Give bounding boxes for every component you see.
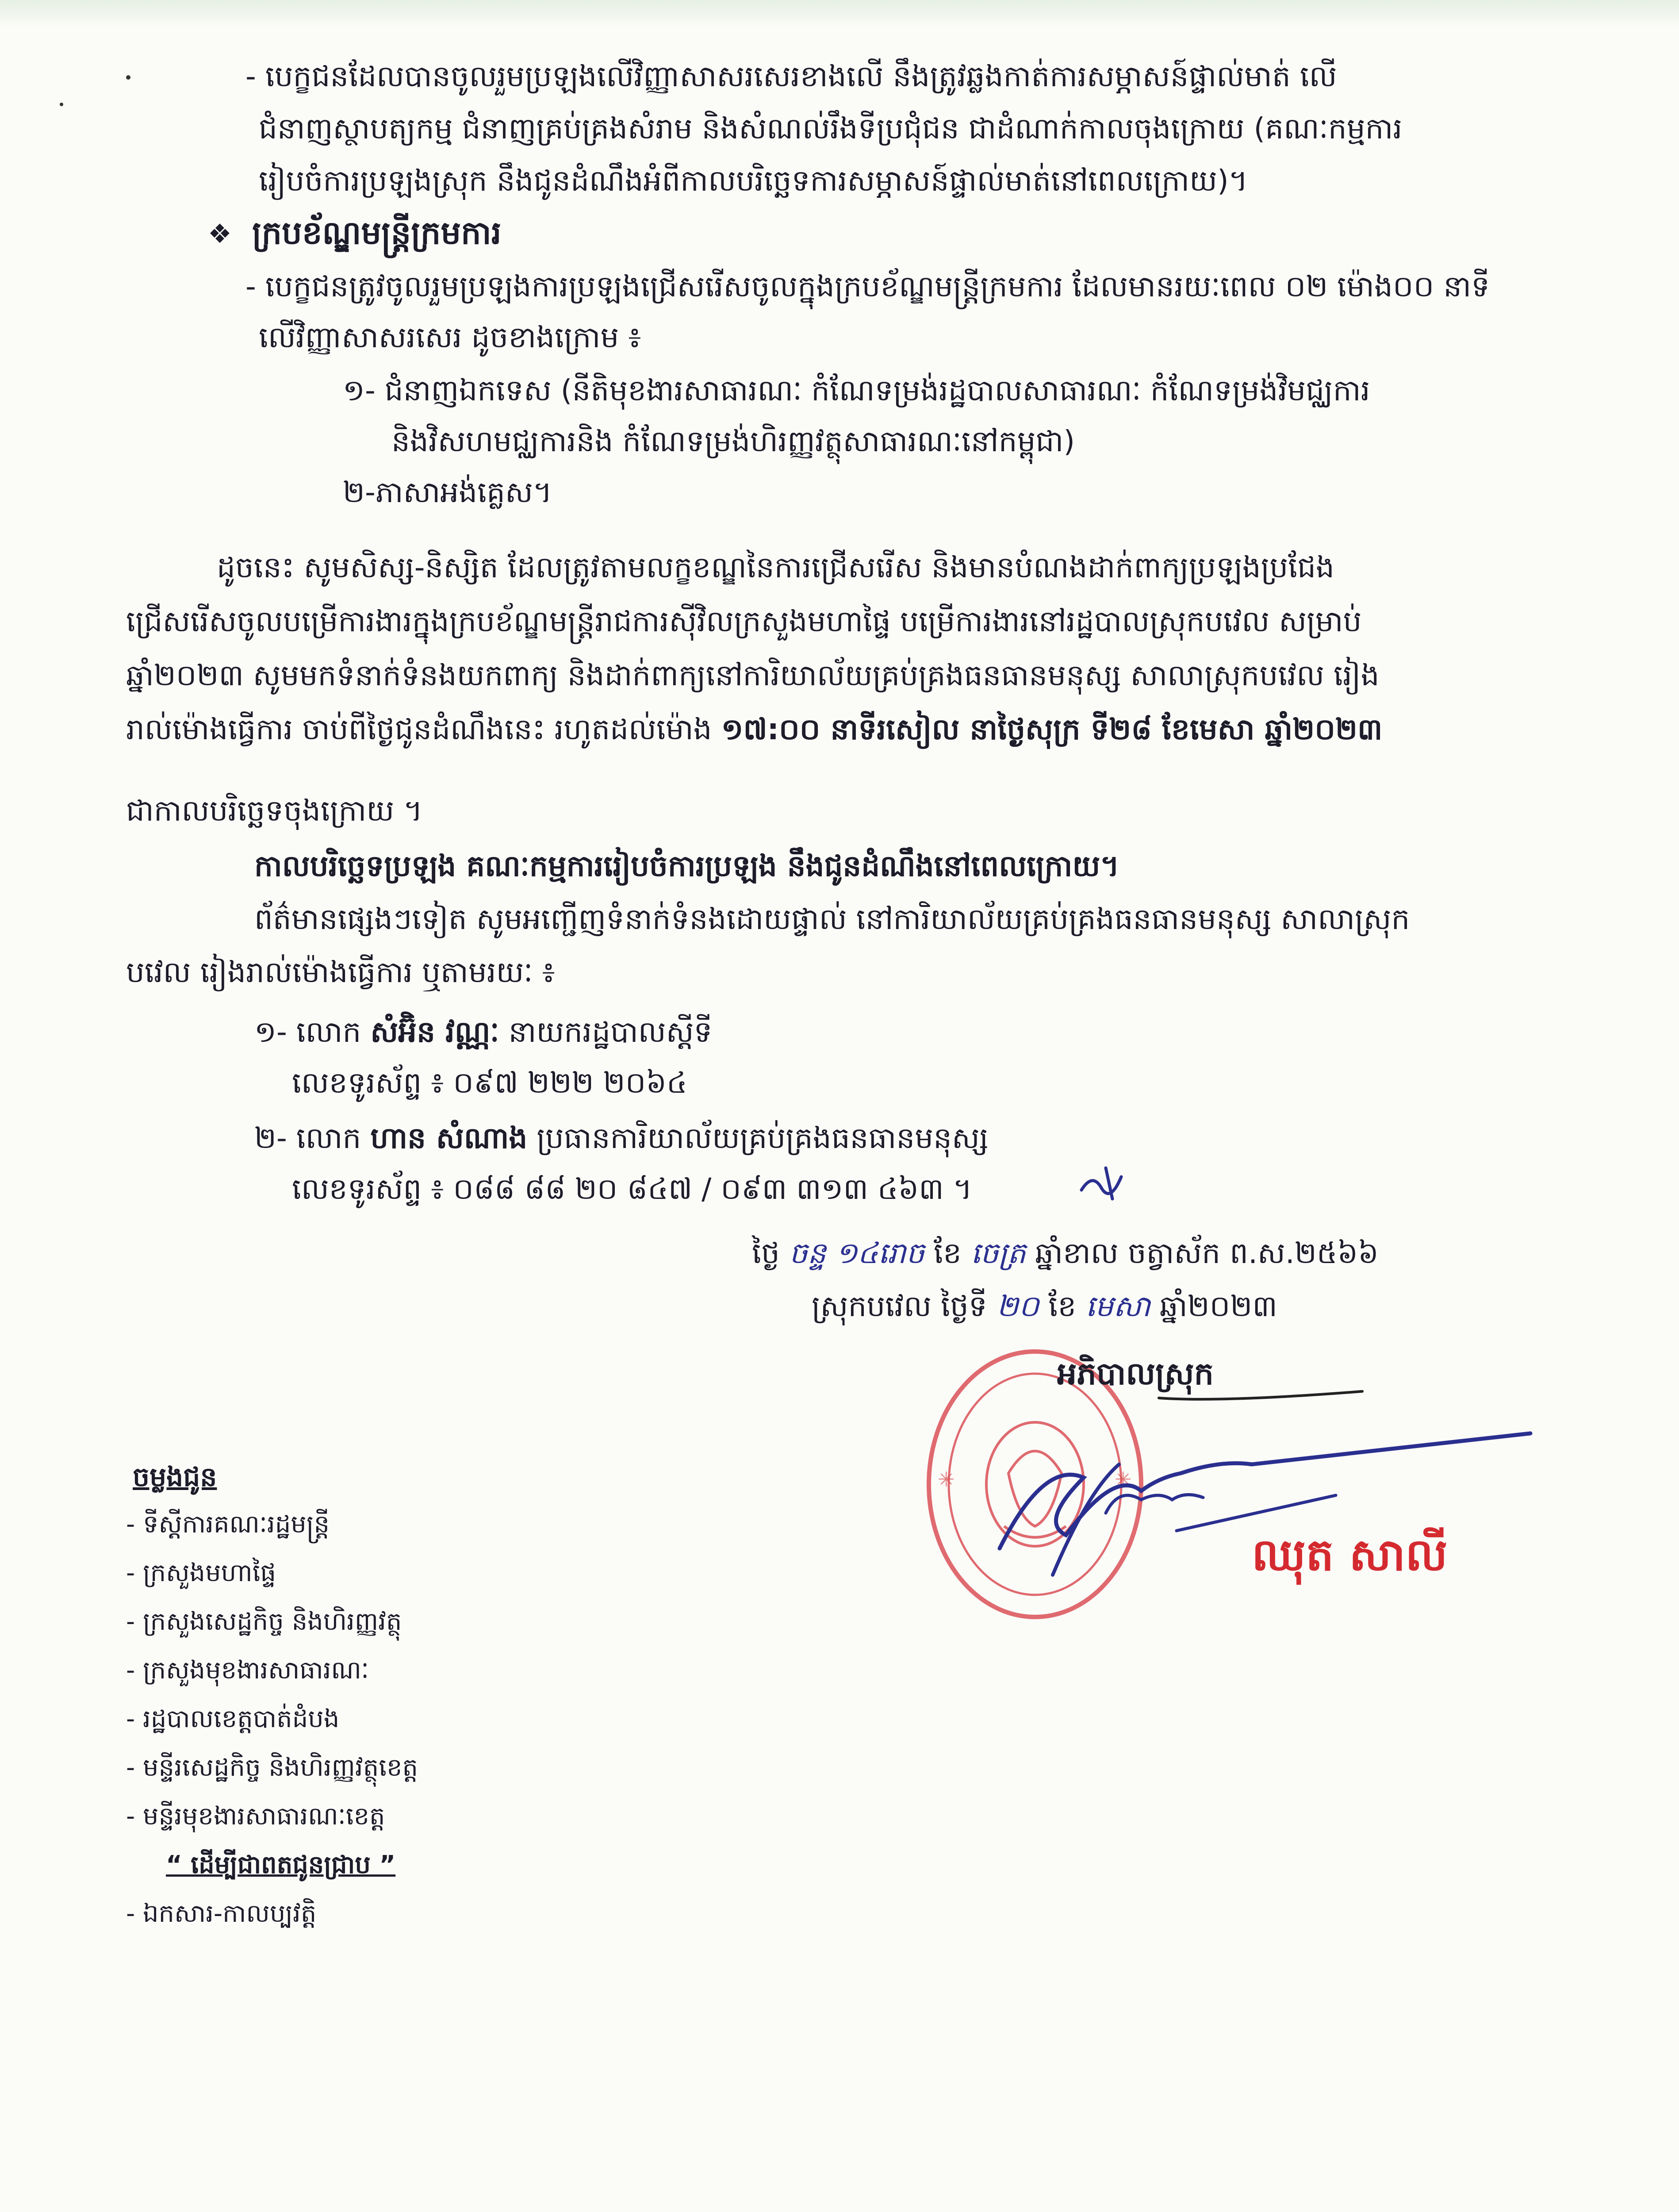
subject-item-1-line-2: និងវិសហមជ្ឈការនិង កំណែទម្រង់ហិរញ្ញវត្ថុសាធារណៈនៅកម្ពុជា) — [391, 424, 1075, 458]
lunar-month-label: ខែ — [934, 1236, 962, 1270]
paragraph-3-line-5: ជាកាលបរិច្ឆេទចុងក្រោយ ។ — [126, 794, 423, 828]
paragraph-2-line-2: លើវិញ្ញាសាសរសេរ ដូចខាងក្រោម ៖ — [259, 320, 641, 354]
signatory-title: អភិបាលស្រុក — [1057, 1356, 1214, 1392]
subject-item-2: ២-ភាសាអង់គ្លេស។ — [343, 475, 552, 509]
paragraph-3-line-4-text: រាល់ម៉ោងធ្វើការ ចាប់ពីថ្ងៃជូនដំណឹងនេះ រហូតដល់ម៉ោង — [126, 712, 721, 746]
paragraph-1-line-3: រៀបចំការប្រឡងស្រុក នឹងជូនដំណឹងអំពីកាលបរិច្ឆេទការសម្ភាសន៍ផ្ទាល់មាត់នៅពេលក្រោយ)។ — [259, 164, 1248, 198]
paragraph-3-line-4 — [126, 710, 1382, 749]
contact-2-title: ប្រធានការិយាល័យគ្រប់គ្រងធនធានមនុស្ស — [527, 1121, 989, 1155]
heading-bullet-icon: ❖ — [208, 219, 232, 250]
contact-1-prefix: ១- លោក — [254, 1015, 371, 1049]
section-heading: ក្របខ័ណ្ឌមន្ត្រីក្រមការ — [252, 214, 502, 251]
paragraph-3-line-1: ដូចនេះ សូមសិស្ស-និស្សិត ដែលត្រូវតាមលក្ខខណ្ឌនៃការជ្រើសរើស និងមានបំណងដាក់ពាក្យប្រឡងប្រជែង — [217, 550, 1334, 584]
for-information-note: “ ដើម្បីជាពតជូនជ្រាប ” — [166, 1851, 396, 1879]
signatory-name: ឈុត សាលី — [1252, 1529, 1448, 1581]
recipient-item: - មន្ទីរសេដ្ឋកិច្ច និងហិរញ្ញវត្ថុខេត្ត — [126, 1753, 418, 1782]
recipient-item: - រដ្ឋបាលខេត្តបាត់ដំបង — [126, 1705, 340, 1733]
lunar-year: ឆ្នាំខាល ចត្វាស័ក ព.ស.២៥៦៦ — [1035, 1236, 1379, 1270]
scan-edge — [0, 0, 1679, 27]
solar-year: ឆ្នាំ២០២៣ — [1159, 1289, 1277, 1323]
lunar-month-handwritten: ចេត្រ — [970, 1236, 1026, 1270]
lunar-day-handwritten: ចន្ទ ១៤រោច — [789, 1236, 925, 1270]
paragraph-3-line-3: ឆ្នាំ២០២៣ សូមមកទំនាក់ទំនងយកពាក្យ និងដាក់ពាក្យនៅការិយាល័យគ្រប់គ្រងធនធានមនុស្ស សាលាស្រុកបវេល រៀង — [126, 658, 1380, 692]
lunar-date-line — [752, 1234, 1379, 1272]
lunar-date-label: ថ្ងៃ — [752, 1236, 780, 1270]
deadline-text: ១៧:០០ នាទីរសៀល នាថ្ងៃសុក្រ ទី២៨ ខែមេសា ឆ្នាំ២០២៣ — [721, 712, 1383, 746]
contact-1-phone: លេខទូរស័ព្ទ ៖ ០៩៧ ២២២ ២០៦៤ — [292, 1066, 687, 1100]
solar-day-handwritten: ២០ — [996, 1289, 1039, 1323]
contact-1-title: នាយករដ្ឋបាលស្តីទី — [499, 1015, 713, 1049]
recipient-item: - ក្រសួងមុខងារសាធារណៈ — [126, 1656, 369, 1685]
paragraph-2-line-1: - បេក្ខជនត្រូវចូលរួមប្រឡងការប្រឡងជ្រើសរើសចូលក្នុងក្របខ័ណ្ឌមន្ត្រីក្រមការ ដែលមានរយៈពេល ០២ ម៉ោង០០ នាទី — [245, 269, 1490, 303]
contact-2-name: ហាន សំណាង — [370, 1121, 528, 1155]
exam-date-notice: កាលបរិច្ឆេទប្រឡង គណៈកម្មការរៀបចំការប្រឡង នឹងជូនដំណឹងនៅពេលក្រោយ។ — [254, 849, 1119, 883]
svg-text:✳: ✳ — [1115, 1467, 1132, 1491]
contact-2-phone: លេខទូរស័ព្ទ ៖ ០៨៨ ៨៨ ២០ ៨៤៧ / ០៩៣ ៣១៣ ៤៦៣ ។ — [292, 1172, 973, 1206]
solar-date-line — [812, 1287, 1277, 1325]
paragraph-5-line-1: ព័ត៌មានផ្សេងៗទៀត សូមអញ្ជើញទំនាក់ទំនងដោយផ្ទាល់ នៅការិយាល័យគ្រប់គ្រងធនធានមនុស្ស សាលាស្រុក — [254, 902, 1410, 936]
archive-item: - ឯកសារ-កាលប្បវត្តិ — [126, 1899, 317, 1928]
svg-text:✳: ✳ — [938, 1467, 955, 1491]
solar-month-label: ខែ — [1048, 1289, 1077, 1323]
recipient-item: - ក្រសួងសេដ្ឋកិច្ច និងហិរញ្ញវត្ថុ — [126, 1607, 402, 1636]
solar-month-handwritten: មេសា — [1085, 1289, 1150, 1323]
contact-1-name: សំអ៊ិន វណ្ណៈ — [370, 1015, 499, 1049]
recipients-heading: ចម្លងជូន — [133, 1462, 217, 1493]
contact-2 — [254, 1119, 989, 1157]
subject-item-1-line-1: ១- ជំនាញឯកទេស (នីតិមុខងារសាធារណៈ កំណែទម្រង់រដ្ឋបាលសាធារណៈ កំណែទម្រង់វិមជ្ឈការ — [343, 373, 1370, 407]
paragraph-1-line-2: ជំនាញស្ថាបត្យកម្ម ជំនាញគ្រប់គ្រងសំរាម និងសំណល់រឹងទីប្រជុំជន ជាដំណាក់កាលចុងក្រោយ (គណៈកម្មការ — [259, 111, 1403, 146]
contact-1 — [254, 1013, 712, 1051]
contact-2-prefix: ២- លោក — [254, 1121, 371, 1155]
scan-speck — [126, 75, 130, 80]
paragraph-5-line-2: បវេល រៀងរាល់ម៉ោងធ្វើការ ឬតាមរយៈ ៖ — [126, 955, 555, 989]
paragraph-1-line-1: - បេក្ខជនដែលបានចូលរួមប្រឡងលើវិញ្ញាសាសរសេរខាងលើ នឹងត្រូវឆ្លងកាត់ការសម្ភាសន៍ផ្ទាល់មាត់ លើ — [245, 59, 1337, 93]
solar-date-label: ស្រុកបវេល ថ្ងៃទី — [812, 1289, 987, 1323]
scan-speck — [60, 103, 63, 106]
recipient-item: - ក្រសួងមហាផ្ទៃ — [126, 1559, 276, 1587]
recipient-item: - ទីស្តីការគណៈរដ្ឋមន្ត្រី — [126, 1510, 330, 1539]
recipient-item: - មន្ទីរមុខងារសាធារណៈខេត្ត — [126, 1802, 385, 1831]
paragraph-3-line-2: ជ្រើសរើសចូលបម្រើការងារក្នុងក្របខ័ណ្ឌមន្ត្រីរាជការស៊ីវិលក្រសួងមហាផ្ទៃ បម្រើការងារនៅរដ្ឋបាលស្រុកបវេល សម្រាប់ — [126, 604, 1362, 638]
initials-mark-icon — [1079, 1164, 1132, 1203]
